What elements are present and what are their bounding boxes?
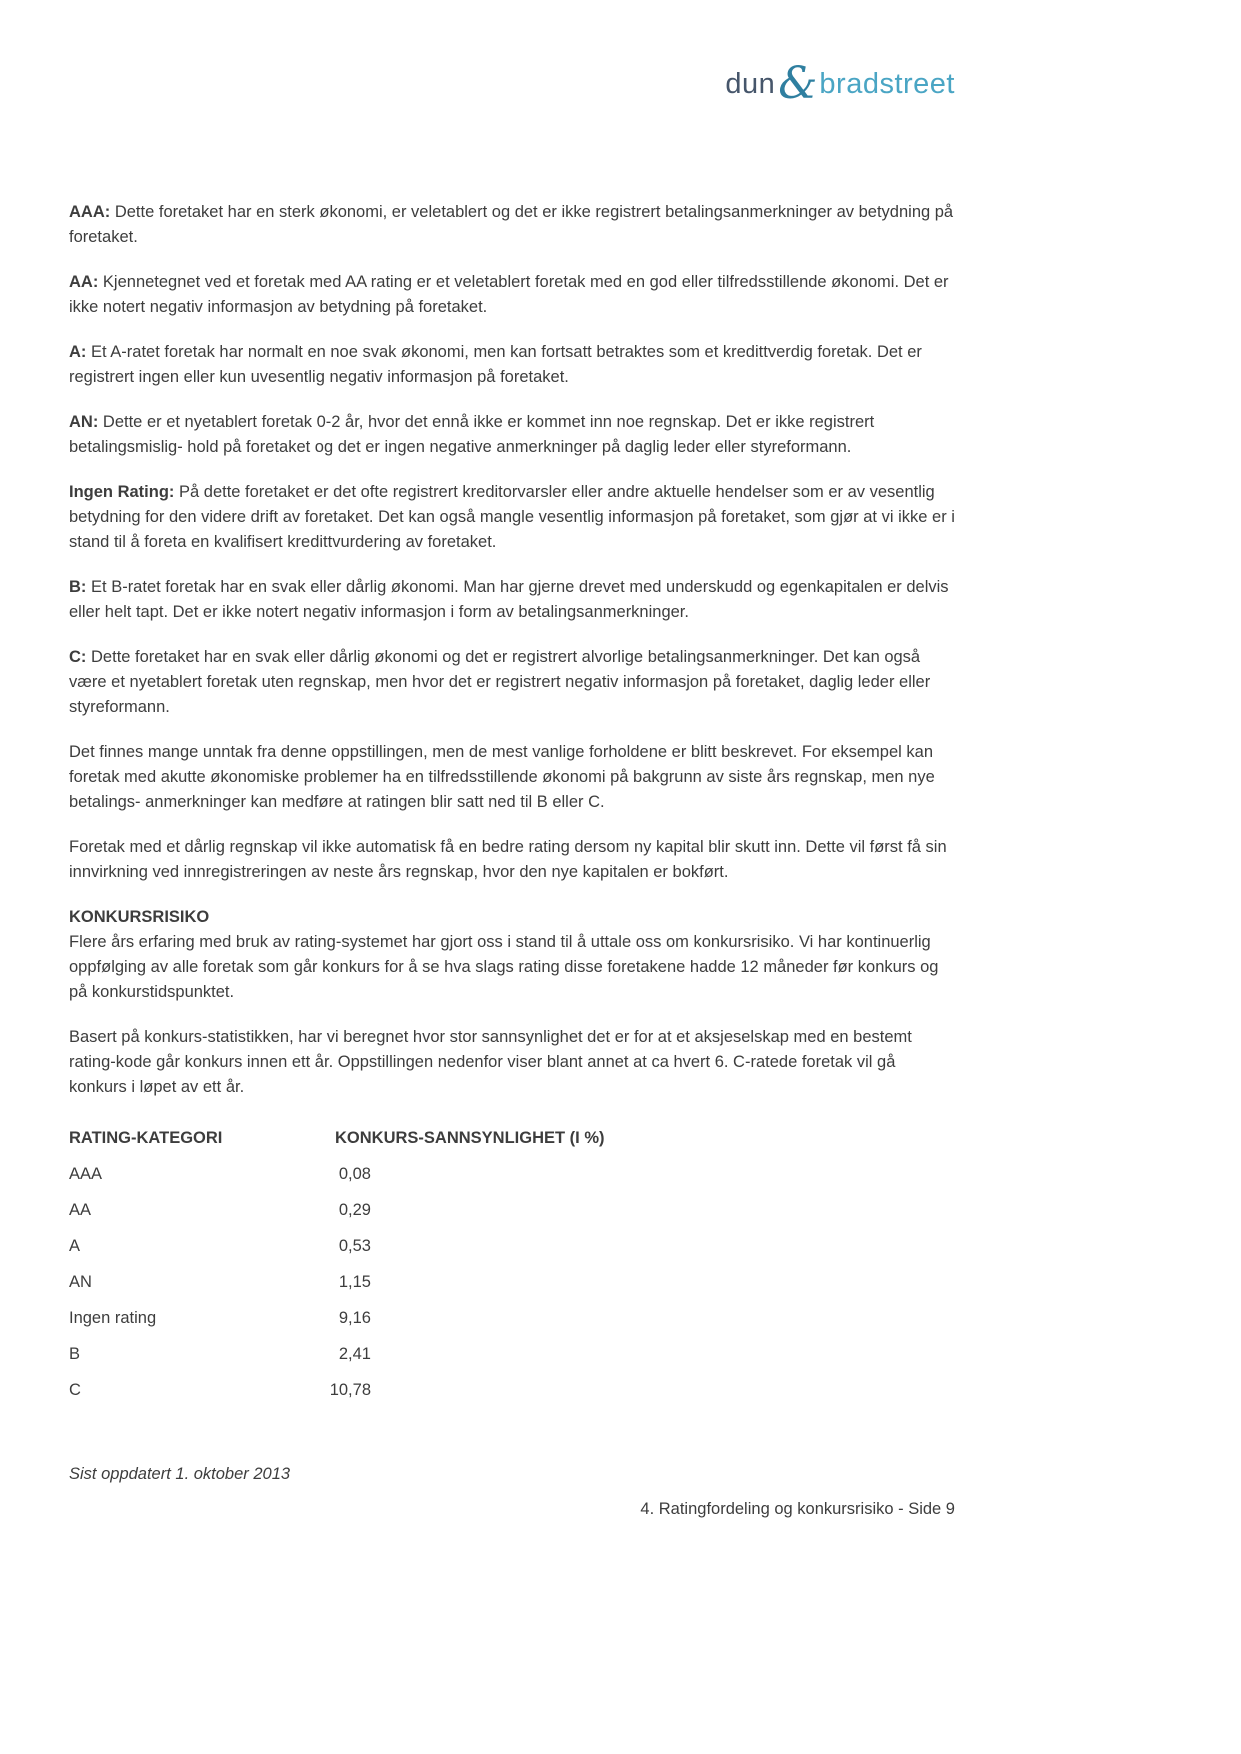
table-cell-category: AAA [69,1165,103,1183]
konkursrisiko-section [69,905,957,1005]
table-cell-probability: 9,16 [338,1309,371,1327]
dnb-logo [69,58,955,109]
rating-label-a: A: [69,343,87,361]
rating-probability-table [69,1120,957,1408]
rating-definition-aa [69,270,957,320]
logo-text-bradstreet: bradstreet [819,67,955,100]
rating-text-c: Dette foretaket har en svak eller dårlig økonomi og det er registrert alvorlige betalingsanmerkninger. Det kan også være et nyetablert foretak uten regnskap, men hvor det er registrert negativ informasjon på foretaket, daglig leder eller styreformann. [69,648,931,716]
rating-label-an: AN: [69,413,99,431]
table-cell-category: B [69,1345,81,1363]
table-cell-probability: 10,78 [329,1381,371,1399]
table-row-ingen-rating [69,1300,957,1336]
table-cell-probability: 0,08 [338,1165,371,1183]
rating-label-aa: AA: [69,273,99,291]
konkursrisiko-paragraph-1: Flere års erfaring med bruk av rating-systemet har gjort oss i stand til å uttale oss om konkursrisiko. Vi har kontinuerlig oppfølging av alle foretak som går konkurs for å se hva slags rating disse foretakene hadde 12 måneder før konkurs og på konkurstidspunktet. [69,933,939,1001]
table-cell-probability: 0,29 [338,1201,371,1219]
rating-text-a: Et A-ratet foretak har normalt en noe svak økonomi, men kan fortsatt betraktes som et kredittverdig foretak. Det er registrert ingen eller kun uvesentlig negativ informasjon på foretaket. [69,343,922,386]
table-row-b [69,1336,957,1372]
rating-label-ingen-rating: Ingen Rating: [69,483,175,501]
table-header-category: RATING-KATEGORI [69,1129,223,1147]
table-cell-category: AN [69,1273,92,1291]
table-cell-probability: 0,53 [338,1237,371,1255]
table-cell-category: Ingen rating [69,1309,157,1327]
rating-definition-ingen-rating [69,480,957,555]
konkursrisiko-paragraph-2: Basert på konkurs-statistikken, har vi beregnet hvor stor sannsynlighet det er for at et aksjeselskap med en bestemt rating-kode går konkurs innen ett år. Oppstillingen nedenfor viser blant annet at ca hvert 6. C-ratede foretak vil gå konkurs i løpet av ett år. [69,1028,912,1096]
rating-definition-c [69,645,957,720]
page-footer: 4. Ratingfordeling og konkursrisiko - Side 9 [640,1500,955,1518]
rating-label-aaa: AAA: [69,203,111,221]
table-cell-probability: 2,41 [338,1345,371,1363]
table-row-c [69,1372,957,1408]
rating-text-ingen-rating: På dette foretaket er det ofte registrert kreditorvarsler eller andre aktuelle hendelser som er av vesentlig betydning for den videre drift av foretaket. Det kan også mangle vesentlig informasjon på foretaket, som gjør at vi ikke er i stand til å foreta en kvalifisert kredittvurdering av foretaket. [69,483,955,551]
rating-definition-b [69,575,957,625]
rating-definition-a [69,340,957,390]
paragraph-new-capital: Foretak med et dårlig regnskap vil ikke automatisk få en bedre rating dersom ny kapital blir skutt inn. Dette vil først få sin innvirkning ved innregistreringen av neste års regnskap, hvor den nye kapitalen er bokført. [69,838,947,881]
table-cell-category: AA [69,1201,92,1219]
logo-ampersand-icon: & [778,58,818,109]
logo-text-dun: dun [725,67,776,100]
rating-text-an: Dette er et nyetablert foretak 0-2 år, hvor det ennå ikke er kommet inn noe regnskap. Det er ikke registrert betalingsmislig- hold på foretaket og det er ingen negative anmerkninger på daglig leder eller styreformann. [69,413,875,456]
rating-definition-aaa [69,200,957,250]
table-cell-category: C [69,1381,81,1399]
paragraph-exceptions: Det finnes mange unntak fra denne oppstillingen, men de mest vanlige forholdene er blitt beskrevet. For eksempel kan foretak med akutte økonomiske problemer ha en tilfredsstillende økonomi på bakgrunn av siste års regnskap, men nye betalings- anmerkninger kan medføre at ratingen blir satt ned til B eller C. [69,743,935,811]
rating-text-aa: Kjennetegnet ved et foretak med AA rating er et veletablert foretak med en god eller tilfredsstillende økonomi. Det er ikke notert negativ informasjon av betydning på foretaket. [69,273,949,316]
rating-label-c: C: [69,648,87,666]
table-cell-probability: 1,15 [338,1273,371,1291]
rating-text-b: Et B-ratet foretak har en svak eller dårlig økonomi. Man har gjerne drevet med underskudd og egenkapitalen er delvis eller helt tapt. Det er ikke notert negativ informasjon i form av betalingsanmerkninger. [69,578,949,621]
table-header-row [69,1120,957,1156]
table-row-aa [69,1192,957,1228]
konkursrisiko-heading: KONKURSRISIKO [69,908,210,926]
table-row-aaa [69,1156,957,1192]
table-row-a [69,1228,957,1264]
last-updated-note: Sist oppdatert 1. oktober 2013 [69,1465,291,1483]
rating-definition-an [69,410,957,460]
table-cell-category: A [69,1237,81,1255]
rating-label-b: B: [69,578,87,596]
rating-text-aaa: Dette foretaket har en sterk økonomi, er veletablert og det er ikke registrert betalingsanmerkninger av betydning på foretaket. [69,203,954,246]
table-header-probability: KONKURS-SANNSYNLIGHET (I %) [335,1129,605,1147]
page-content [69,200,957,1487]
table-row-an [69,1264,957,1300]
